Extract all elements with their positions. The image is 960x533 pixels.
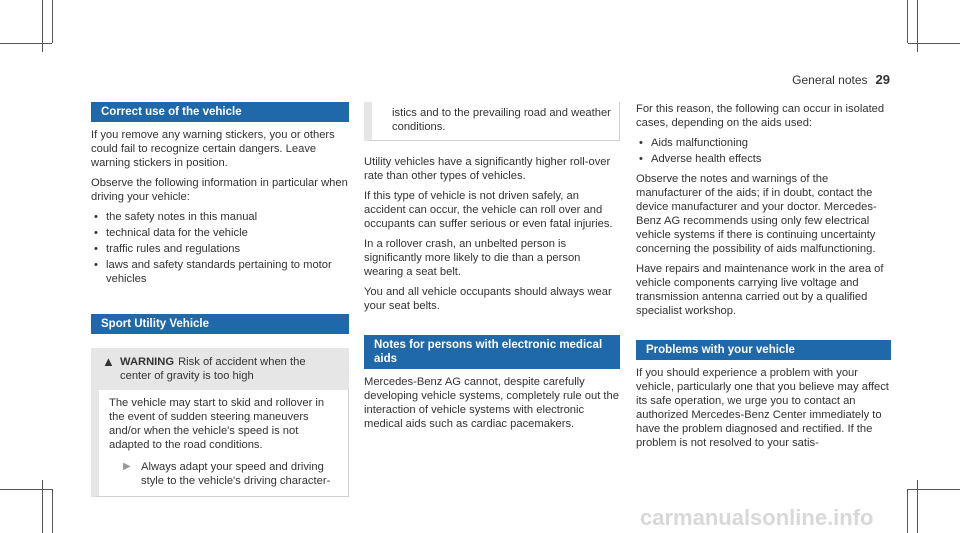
paragraph: For this reason, the following can occur in isolated cases, depending on the aids used:: [636, 103, 885, 129]
section-heading: Sport Utility Vehicle: [91, 314, 349, 334]
paragraph: If this type of vehicle is not driven safely, an accident can occur, the vehicle can roll over and occupants can suffer serious or even fatal injuries.: [364, 190, 613, 230]
paragraph: Observe the notes and warnings of the manufacturer of the aids; if in doubt, contact the device manufacturer and your doctor. Mercedes-Benz AG recommends using only few electrical vehicle systems if there is continuing uncertainty concerning the possibility of aids malfunctioning.: [636, 173, 877, 255]
crop-mark: [907, 0, 908, 43]
paragraph: The vehicle may start to skid and rollover in the event of sudden steering maneuvers and/or when the vehicle's speed is not adapted to the road conditions.: [109, 397, 325, 451]
page-number: 29: [875, 72, 890, 87]
paragraph: If you remove any warning stickers, you or others could fail to recognize certain dangers. Leave warning stickers in position.: [91, 129, 335, 169]
paragraph: Utility vehicles have a significantly higher roll-over rate than other types of vehicles.: [364, 156, 611, 182]
warning-triangle-icon: ▲: [102, 354, 115, 369]
crop-mark: [52, 0, 53, 43]
step-text-continued: istics and to the prevailing road and weather conditions.: [392, 107, 611, 133]
paragraph: Mercedes-Benz AG cannot, despite carefully developing vehicle systems, completely rule out the interaction of vehicle systems with electronic medical aids such as cardiac pacemakers.: [364, 376, 619, 430]
crop-mark: [0, 489, 52, 490]
column-3: [636, 102, 891, 456]
crop-mark: [42, 0, 43, 52]
crop-mark: [908, 43, 960, 44]
crop-mark: [0, 43, 52, 44]
arrow-right-icon: ▶: [123, 461, 131, 472]
section-heading: Problems with your vehicle: [636, 340, 891, 360]
step-text: Always adapt your speed and driving style to the vehicle's driving character-: [141, 461, 331, 487]
warning-box: [91, 348, 349, 390]
list-item: • Aids malfunctioning: [636, 136, 891, 150]
warning-body: [91, 390, 349, 497]
warning-step: [123, 460, 340, 488]
paragraph: In a rollover crash, an unbelted person is significantly more likely to die than a person wearing a seat belt.: [364, 238, 581, 278]
crop-mark: [908, 489, 960, 490]
paragraph: You and all vehicle occupants should always wear your seat belts.: [364, 286, 612, 312]
crop-mark: [917, 0, 918, 52]
crop-mark: [52, 489, 53, 533]
crop-mark: [917, 480, 918, 533]
section-name: General notes: [792, 73, 868, 87]
warning-text: Risk of accident when the center of gravity is too high: [120, 356, 306, 382]
bullet-list: [91, 210, 349, 286]
column-2: [364, 102, 620, 437]
paragraph: If you should experience a problem with your vehicle, particularly one that you believe may affect its safe operation, we urge you to contact an authorized Mercedes-Benz Center immediately to have the problem diagnosed and rectified. If the problem is not resolved to your satis-: [636, 367, 889, 449]
list-item: • Adverse health effects: [636, 152, 891, 166]
bullet-list: [636, 136, 891, 166]
list-item: • technical data for the vehicle: [91, 226, 349, 240]
warning-continuation: [364, 102, 620, 141]
section-heading: Notes for persons with electronic medical aids: [364, 335, 620, 369]
list-item: • laws and safety standards pertaining to motor vehicles: [91, 258, 349, 286]
warning-label: WARNING: [120, 356, 175, 368]
crop-mark: [42, 480, 43, 533]
list-item: • traffic rules and regulations: [91, 242, 349, 256]
crop-mark: [907, 489, 908, 533]
paragraph: Have repairs and maintenance work in the area of vehicle components carrying live voltage and transmission antenna carried out by a qualified specialist workshop.: [636, 263, 884, 317]
list-item: • the safety notes in this manual: [91, 210, 349, 224]
paragraph: Observe the following information in particular when driving your vehicle:: [91, 177, 348, 203]
watermark: carmanualsonline.info: [640, 505, 874, 530]
section-heading: Correct use of the vehicle: [91, 102, 349, 122]
column-1: [91, 102, 349, 497]
page-header: [792, 72, 890, 87]
